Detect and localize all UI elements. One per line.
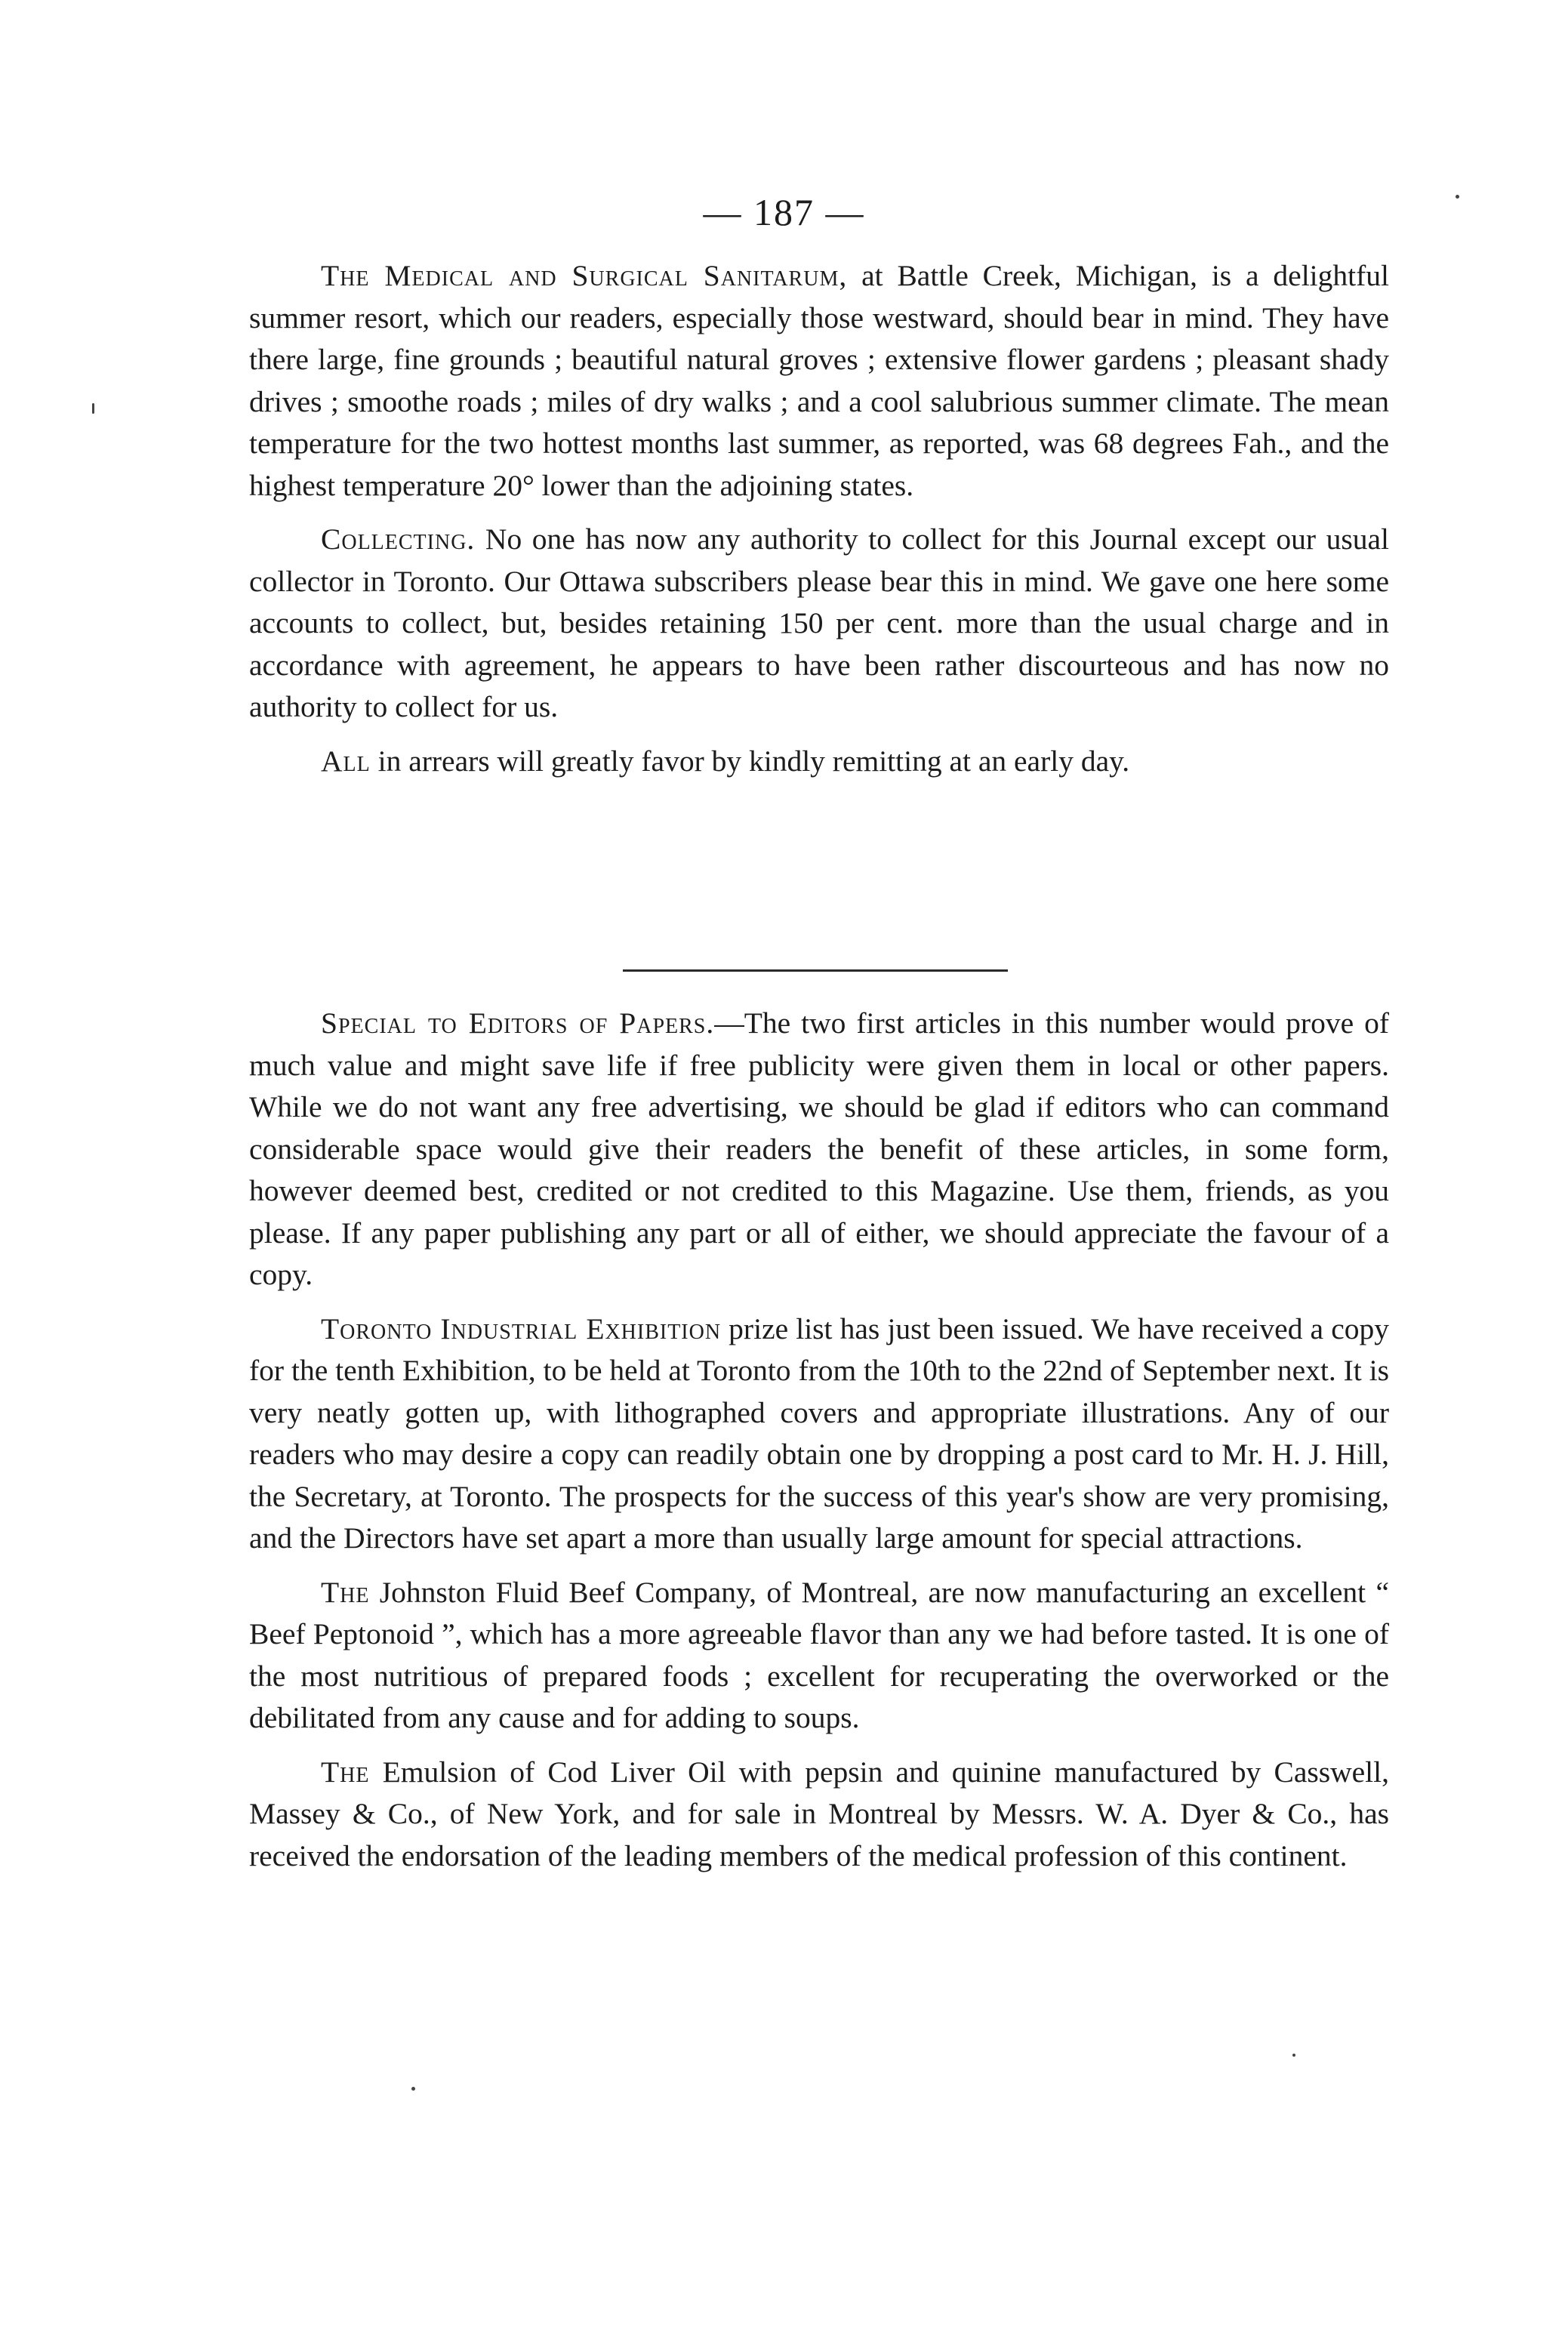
article-sanitarum	[249, 255, 1389, 507]
notices-top-section	[249, 255, 1389, 794]
article-lead: The	[321, 1575, 370, 1609]
article-arrears	[249, 741, 1389, 783]
article-lead: Special to Editors of Papers.	[321, 1006, 715, 1040]
article-lead: Collecting.	[321, 522, 476, 556]
scan-speck	[92, 403, 94, 414]
article-body: —The two first articles in this number would prove of much value and might save life if free publicity were given them in local or other papers. While we do not want any free advertising, we should be glad if editors who can command considerable space would give their readers the benefit of these articles, in some form, however deemed best, credited or not credited to this Magazine. Use them, friends, as you please. If any paper publishing any part or all of either, we should appreciate the favour of a copy.	[249, 1006, 1389, 1291]
scan-speck	[411, 2087, 415, 2091]
article-body: prize list has just been issued. We have received a copy for the tenth Exhibition, to be held at Toronto from the 10th to the 22nd of September next. It is very neatly gotten up, with lithographed covers and appropriate illustrations. Any of our readers who may desire a copy can readily obtain one by dropping a post card to Mr. H. J. Hill, the Secretary, at Toronto. The prospects for the success of this year's show are very promising, and the Directors have set apart a more than usually large amount for special attractions.	[249, 1311, 1389, 1555]
article-lead: The Medical and Surgical Sanitarum,	[321, 259, 848, 292]
article-lead: All	[321, 744, 371, 778]
article-collecting	[249, 519, 1389, 729]
notices-bottom-section	[249, 1003, 1389, 1889]
article-toronto-exhibition	[249, 1308, 1389, 1560]
section-divider	[623, 969, 1008, 972]
article-special-to-editors	[249, 1003, 1389, 1296]
scan-speck	[1456, 195, 1459, 199]
article-body: in arrears will greatly favor by kindly remitting at an early day.	[370, 744, 1130, 778]
article-lead: Toronto Industrial Exhibition	[321, 1311, 722, 1345]
article-body: Emulsion of Cod Liver Oil with pepsin and quinine manufactured by Casswell, Massey & Co., of New York, and for sale in Montreal by Messrs. W. A. Dyer & Co., has received the endorsation of the leading members of the medical profession of this continent.	[249, 1755, 1389, 1872]
article-body: Johnston Fluid Beef Company, of Montreal, are now manufacturing an excellent “ Beef Peptonoid ”, which has a more agreeable flavor than any we had before tasted. It is one of the most nutritious of prepared foods ; excellent for recuperating the overworked or the debilitated from any cause and for adding to soups.	[249, 1575, 1389, 1734]
article-lead: The	[321, 1755, 370, 1789]
article-body: No one has now any authority to collect for this Journal except our usual collector in Toronto. Our Ottawa subscribers please bear this in mind. We gave one here some accounts to collect, but, besides retaining 150 per cent. more than the usual charge and in accordance with agreement, he appears to have been rather discourteous and has now no authority to collect for us.	[249, 522, 1389, 723]
article-body: at Battle Creek, Michigan, is a delightful summer resort, which our readers, especially those westward, should bear in mind. They have there large, fine grounds ; beautiful natural groves ; extensive flower gardens ; pleasant shady drives ; smoothe roads ; miles of dry walks ; and a cool salubrious summer climate. The mean temperature for the two hottest months last summer, as reported, was 68 degrees Fah., and the highest temperature 20° lower than the adjoining states.	[249, 259, 1390, 502]
article-fluid-beef	[249, 1572, 1389, 1740]
article-cod-liver-oil	[249, 1752, 1389, 1878]
page-number: — 187 —	[703, 191, 865, 233]
scan-speck	[1292, 2054, 1295, 2057]
